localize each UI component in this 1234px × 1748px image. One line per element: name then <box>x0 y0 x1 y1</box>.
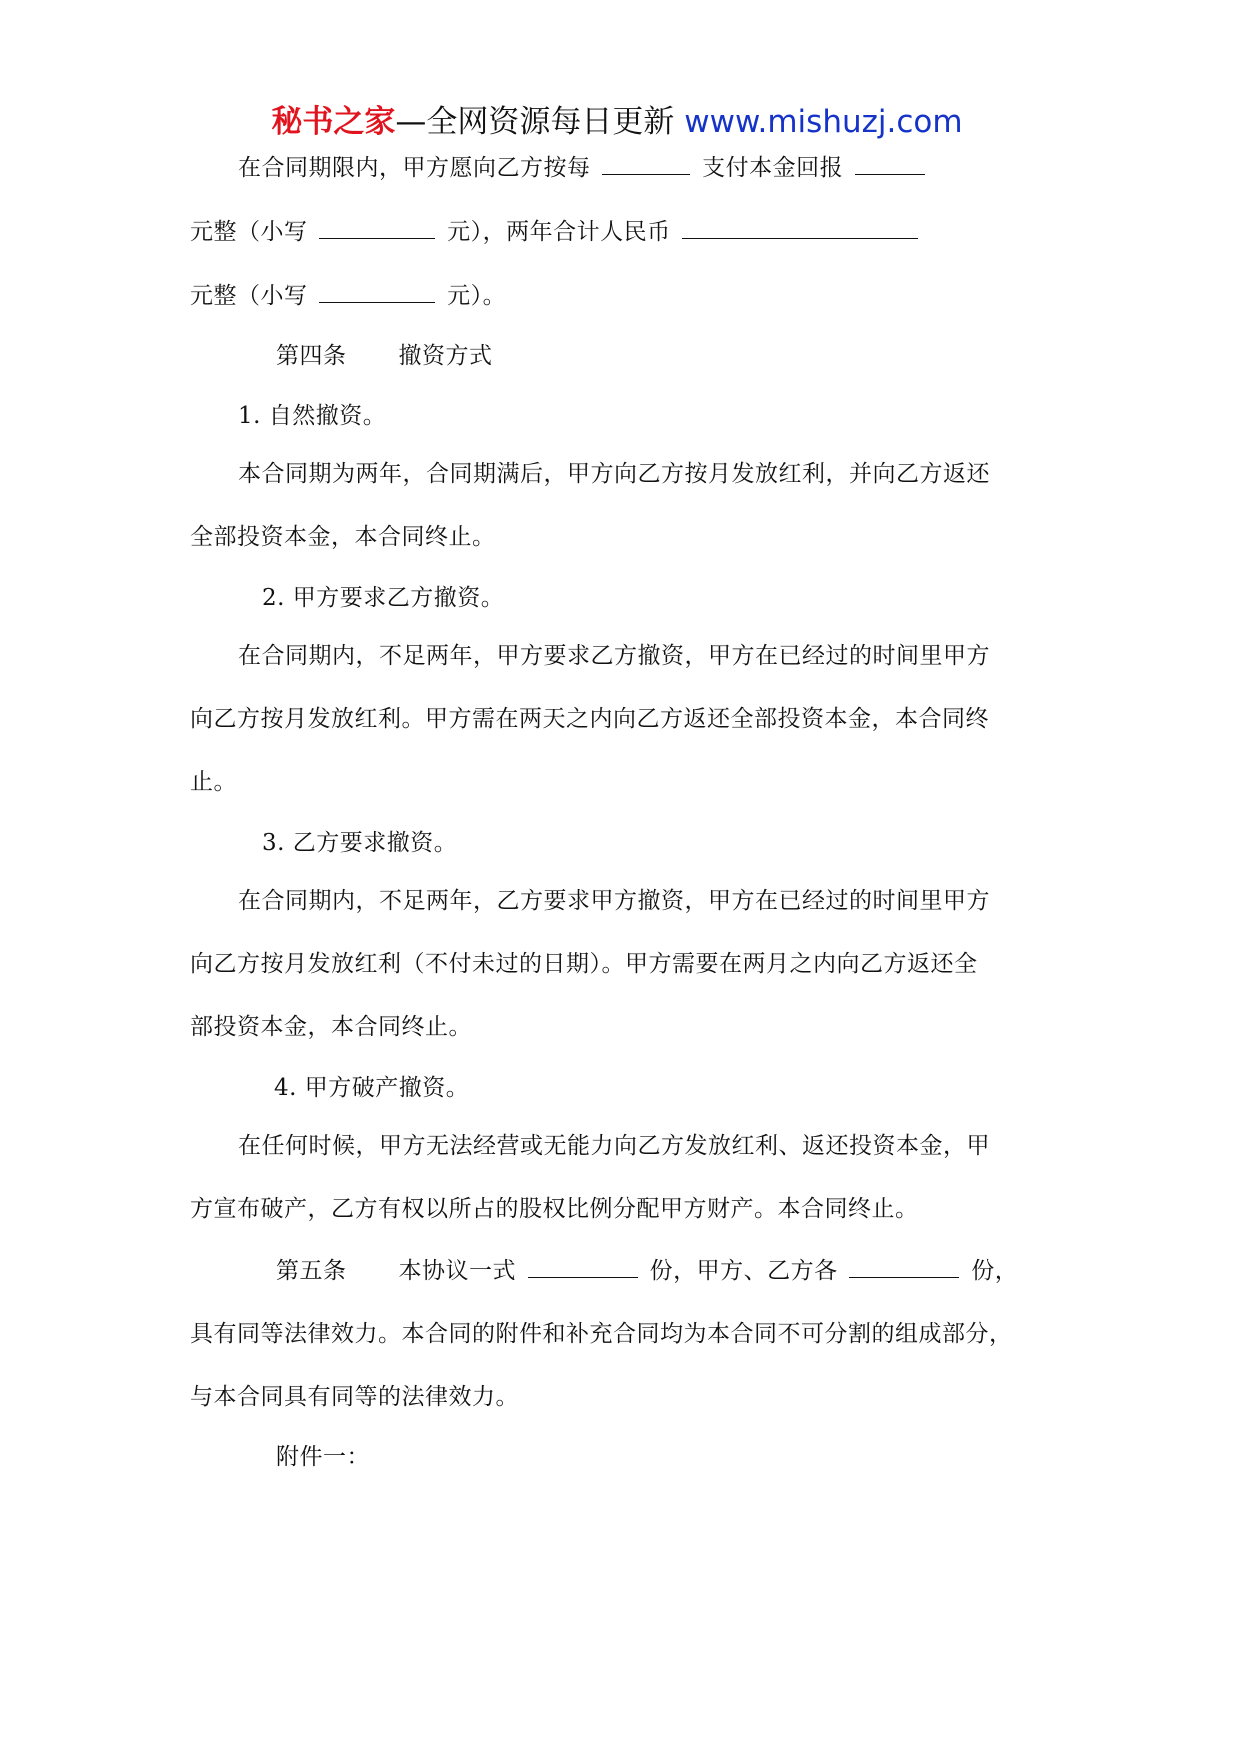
list-item: 1. 自然撤资。 <box>238 403 387 429</box>
text-segment: 元整（小写 <box>190 219 308 245</box>
paragraph-line <box>190 216 922 248</box>
paragraph-line: 在任何时候，甲方无法经营或无能力向乙方发放红利、返还投资本金，甲 <box>238 1133 990 1159</box>
fill-blank <box>528 1255 638 1278</box>
text-segment: 本协议一式 <box>398 1258 516 1284</box>
fill-blank <box>849 1255 959 1278</box>
fill-blank <box>602 152 690 175</box>
article-heading <box>276 340 493 372</box>
article-number: 第五条 <box>276 1258 347 1284</box>
paragraph-line: 本合同期为两年，合同期满后，甲方向乙方按月发放红利，并向乙方返还 <box>238 461 990 487</box>
list-item: 3. 乙方要求撤资。 <box>262 830 458 856</box>
text-segment: 元）。 <box>447 283 507 309</box>
site-slogan: —全网资源每日更新 <box>395 104 675 140</box>
text-segment: 份， <box>971 1258 1019 1284</box>
article-number: 第四条 <box>276 343 347 369</box>
list-item: 4. 甲方破产撤资。 <box>274 1075 470 1101</box>
paragraph-line: 向乙方按月发放红利。甲方需在两天之内向乙方返还全部投资本金，本合同终 <box>190 706 989 732</box>
site-brand: 秘书之家 <box>271 104 396 140</box>
article-heading <box>276 1255 1018 1287</box>
paragraph-line <box>238 152 929 184</box>
site-url-link[interactable]: www.mishuzj.com <box>684 104 963 140</box>
attachment-label: 附件一： <box>276 1444 370 1470</box>
paragraph-line: 全部投资本金，本合同终止。 <box>190 524 496 550</box>
paragraph-line: 止。 <box>190 769 237 795</box>
paragraph-line: 向乙方按月发放红利（不付未过的日期）。甲方需要在两月之内向乙方返还全 <box>190 951 978 977</box>
text-segment: 份，甲方、乙方各 <box>649 1258 838 1284</box>
text-segment: 元整（小写 <box>190 283 308 309</box>
text-segment: 元），两年合计人民币 <box>447 219 671 245</box>
list-item: 2. 甲方要求乙方撤资。 <box>262 585 505 611</box>
paragraph-line <box>190 280 506 312</box>
paragraph-line: 与本合同具有同等的法律效力。 <box>190 1384 519 1410</box>
text-segment: 支付本金回报 <box>702 155 844 181</box>
article-title: 撤资方式 <box>398 343 493 369</box>
fill-blank <box>682 216 918 239</box>
paragraph-line: 在合同期内，不足两年，甲方要求乙方撤资，甲方在已经过的时间里甲方 <box>238 643 990 669</box>
paragraph-line: 在合同期内，不足两年，乙方要求甲方撤资，甲方在已经过的时间里甲方 <box>238 888 990 914</box>
paragraph-line: 方宣布破产，乙方有权以所占的股权比例分配甲方财产。本合同终止。 <box>190 1196 919 1222</box>
fill-blank <box>855 152 925 175</box>
paragraph-line: 部投资本金，本合同终止。 <box>190 1014 472 1040</box>
paragraph-line: 具有同等法律效力。本合同的附件和补充合同均为本合同不可分割的组成部分， <box>190 1321 1013 1347</box>
text-segment: 在合同期限内，甲方愿向乙方按每 <box>238 155 591 181</box>
fill-blank <box>319 216 435 239</box>
fill-blank <box>319 280 435 303</box>
